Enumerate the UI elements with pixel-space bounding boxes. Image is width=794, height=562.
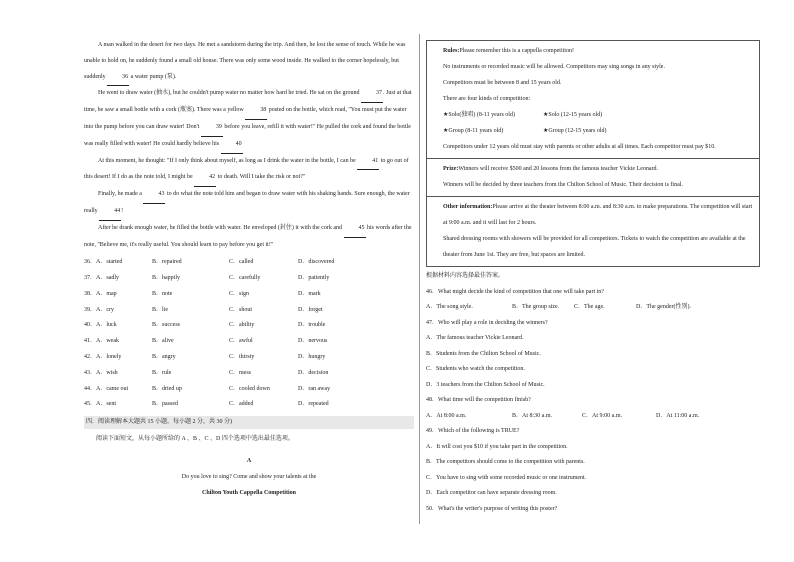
other-info-block: Other information:Please arrive at the theater between 8:00 a.m. and 8:30 a.m. to make preparations. The competition will start at 9:00 a.m. and it will last for 2 hours. Shared dressing rooms with showers will be provided for all competitors. Tickets to watch the competition are available at the theater from June 1st. They are free, but spaces are limited. [443,204,753,258]
poster-box [426,40,760,267]
question-47-option: A．The famous teacher Vickie Leonard. [426,335,524,341]
section-heading: 四．阅读理解本大题共 15 小题，每小题 2 分，共 30 分) [84,416,414,429]
question-47-option: D．3 teachers from the Chilton School of Music. [426,381,545,388]
question-48-options: A．At 8:00 a.m. B．At 8:30 a.m. C．At 9:00 a.m. D．At 11:00 a.m. [426,412,700,419]
passage-paragraph-5: After he drank enough water, he filled the bottle with water. He enveloped (封住) it with the cork and 45 his words after the note, "Believe me, it's really useful. You should learn to pay before you get it!" [84,221,414,254]
passage-paragraph-1: A man walked in the desert for two days. He met a sandstorm during the trip. And then, he lost the sense of touch. While he was unable to hold on, he suddenly found a small old house. There was only some wood inside. He walked to the corner hopelessly, but suddenly 36 a water pump (泵). [84,38,414,86]
question-46: 46．What might decide the kind of competition that one will take part in? [426,288,604,295]
passage-letter: A [246,458,252,465]
column-divider [419,34,420,524]
choice-row: 43．A．wish B．rule C．mess D．decision [84,369,329,376]
cloze-choices [84,254,414,412]
question-47: 47．Who will play a role in deciding the winners? [426,319,548,326]
choice-row: 38．A．map B．note C．sign D．mark [84,290,321,297]
blank-41: 41 [357,154,379,171]
blank-43: 43 [143,187,165,204]
rules-block: Rules:Please remember this is a cappella competition! No instruments or recorded music will be allowed. Competitors may sing songs in any style. Competitors must be between 8 and 15 years old. There are four kinds of competition: ★Solo(独唱) (8-11 years old) ★Solo (12-15 years old) ★Group (8-11 years old) ★Group (12-15 years old) Competitors under 12 years old must stay with parents or other adults at all times. Each competitor must pay $10. [427,41,759,159]
question-49-option: B．The competitors should come to the competition with parents. [426,459,585,465]
blank-40: 40 [221,137,243,154]
question-50: 50．What's the writer's purpose of writing this poster? [426,505,558,512]
question-48: 48．What time will the competition finish? [426,397,531,403]
choice-row: 39．A．cry B．lie C．shout D．forget [84,306,323,313]
blank-36: 36 [107,70,129,87]
questions [426,269,760,517]
poster-intro: Do you love to sing? Come and show your talents at the [181,474,317,481]
question-49-option: A．It will cost you $10 if you take part in the competition. [426,443,568,450]
blank-37: 37 [361,86,383,103]
right-column [426,40,760,517]
choice-row: 44．A．came out B．dried up C．cooled down D．ran away [84,385,331,392]
blank-45: 45 [344,221,366,238]
section-instruction: 阅读下面短文，从每小题所给的 A 、B 、C 、D 四个选项中选出最佳选项。 [96,436,294,443]
choice-row: 37．A．sadly B．happily C．carefully D．patiently [84,275,330,282]
choice-row: 45．A．sent B．passed C．added D．repeated [84,401,329,408]
prize-block: Prize:Winners will receive $500 and 20 lessons from the famous teacher Vickie Leonard. Winners will be decided by three teachers from the Chilton School of Music. Their decision is final. [427,159,759,197]
left-column [84,38,414,501]
question-49-option: C．You have to sing with some recorded music or one instrument. [426,474,587,481]
passage-paragraph-2: He went to draw water (抽水), but he couldn't pump water no matter how hard he tried. He sat on the ground 37. Just at that time, he saw a small bottle with a cork (瓶塞). There was a yellow 38 posted on the bottle, which read, "You must put the water into the pump before you can draw water! Don't 39 before you leave, refill it with water!" He pulled the cork and found the bottle was really filled with water! He could hardly believe his 40 [84,86,414,153]
poster-title: Chilton Youth Cappella Competition [202,490,296,497]
choice-row: 42．A．lonely B．angry C．thirsty D．hungry [84,354,326,361]
questions-instruction: 根据材料内容选择最佳答案。 [426,273,505,279]
question-49: 49．Which of the following is TRUE? [426,428,520,434]
blank-44: 44 [99,204,121,221]
choice-row: 36．A．started B．repaired C．called D．discovered [84,259,335,266]
blank-42: 42 [194,170,216,187]
blank-39: 39 [201,120,223,137]
question-47-option: C．Students who watch the competition. [426,366,525,372]
blank-38: 38 [245,103,267,120]
choice-row: 40．A．luck B．success C．ability D．trouble [84,322,326,329]
passage-paragraph-4: Finally, he made a 43 to do what the note told him and began to draw water with his shaking hands. Sure enough, the water really 44! [84,187,414,221]
question-46-options: A．The song style. B．The group size. C．The age. D．The gender(性别). [426,304,691,310]
passage-paragraph-3: At this moment, he thought: "If I only think about myself, as long as I drink the water in the bottle, I can be 41 to go out of this desert! If I do as the note told, I might be 42 to death. Will I take the risk or not?" [84,154,414,188]
choice-row: 41．A．weak B．alive C．awful D．nervous [84,338,328,345]
question-49-option: D．Each competitor can have separate dressing room. [426,490,557,496]
question-47-option: B．Students from the Chilton School of Music. [426,350,541,357]
